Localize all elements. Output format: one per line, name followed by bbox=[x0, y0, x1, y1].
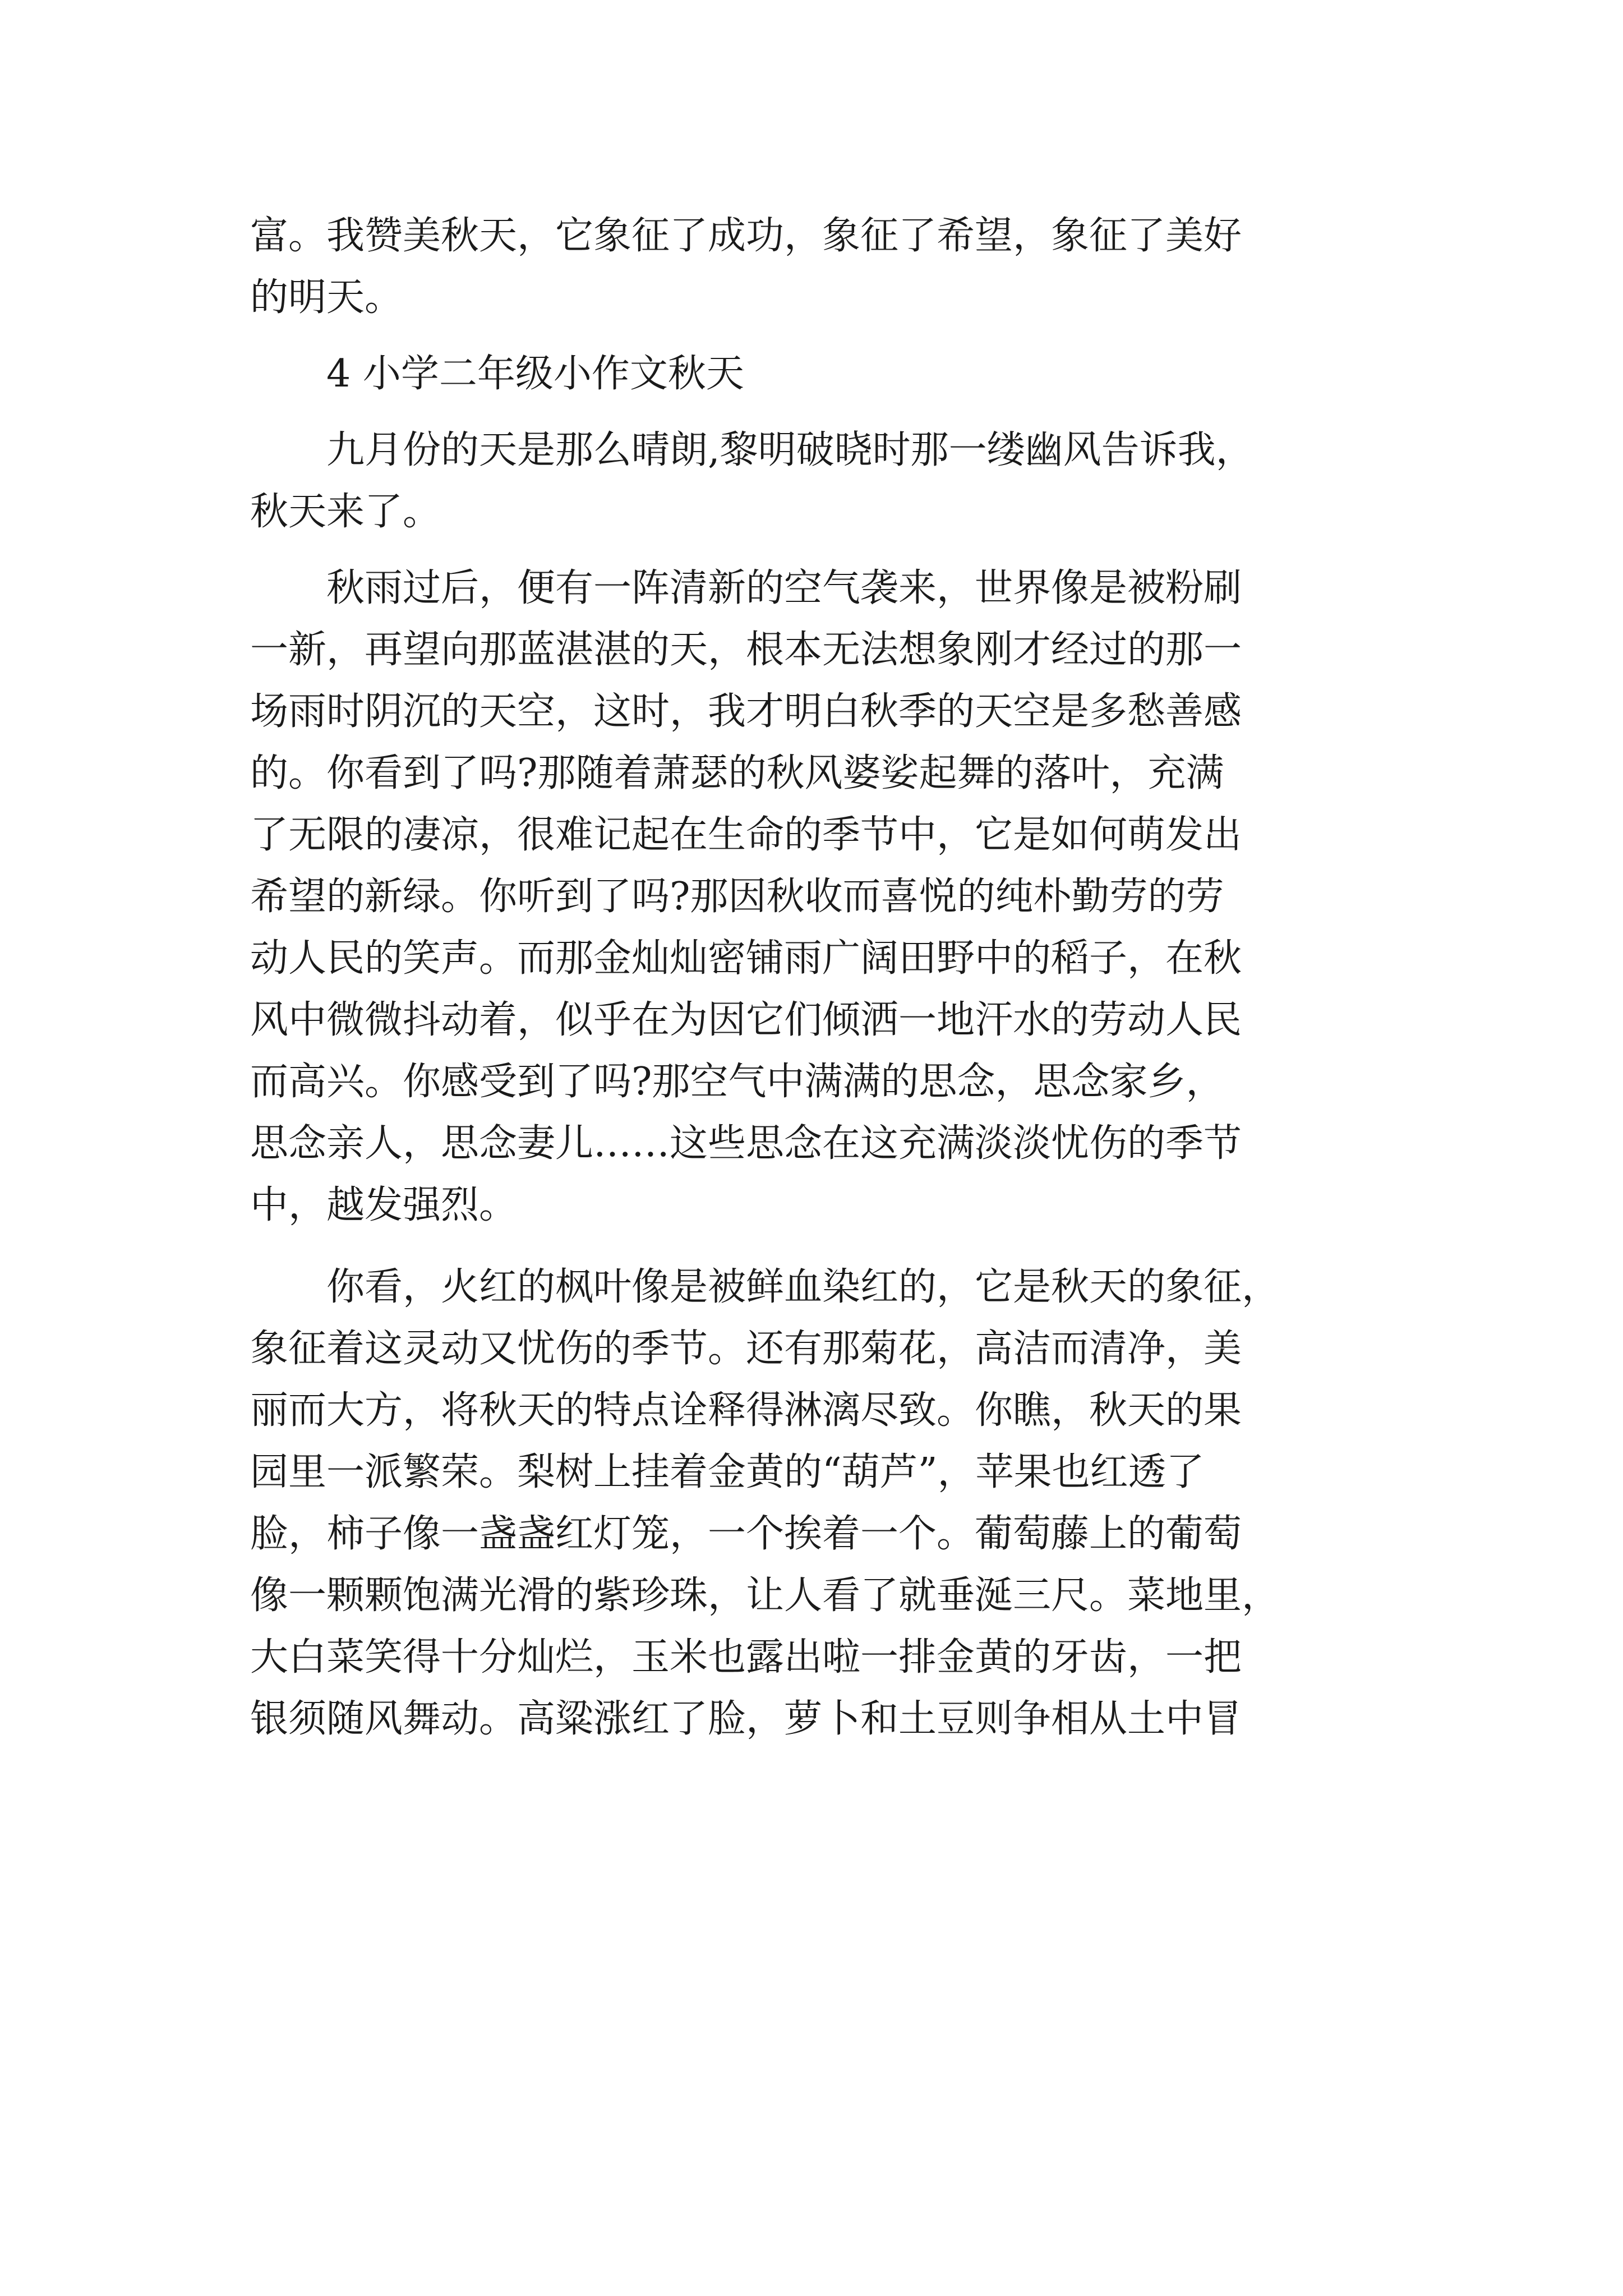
text-line: 中，越发强烈。 bbox=[250, 1183, 518, 1227]
text-line: 的明天。 bbox=[250, 275, 403, 320]
text-line: 象征着这灵动又忧伤的季节。还有那菊花，高洁而清净，美 bbox=[250, 1327, 1242, 1371]
text-line: 场雨时阴沉的天空，这时，我才明白秋季的天空是多愁善感 bbox=[250, 689, 1242, 734]
text-line: 的。你看到了吗?那随着萧瑟的秋风婆娑起舞的落叶，充满 bbox=[250, 751, 1224, 795]
text-line: 秋天来了。 bbox=[250, 490, 441, 534]
text-line: 一新，再望向那蓝湛湛的天，根本无法想象刚才经过的那一 bbox=[250, 628, 1242, 672]
text-line: 秋雨过后，便有一阵清新的空气袭来，世界像是被粉刷 bbox=[326, 566, 1242, 610]
text-line: 银须随风舞动。高粱涨红了脸，萝卜和土豆则争相从土中冒 bbox=[250, 1697, 1242, 1741]
paragraph-continuation bbox=[250, 205, 1389, 329]
text-line: 你看，火红的枫叶像是被鲜血染红的，它是秋天的象征， bbox=[326, 1265, 1280, 1309]
text-line: 大白菜笑得十分灿烂，玉米也露出啦一排金黄的牙齿，一把 bbox=[250, 1635, 1242, 1680]
heading-text: 4 小学二年级小作文秋天 bbox=[326, 352, 744, 396]
text-line: 脸，柿子像一盏盏红灯笼，一个挨着一个。葡萄藤上的葡萄 bbox=[250, 1512, 1242, 1556]
paragraph bbox=[250, 1257, 1389, 1750]
text-line: 思念亲人，思念妻儿……这些思念在这充满淡淡忧伤的季节 bbox=[250, 1121, 1242, 1166]
document-body bbox=[250, 205, 1389, 1750]
text-line: 风中微微抖动着，似乎在为因它们倾洒一地汗水的劳动人民 bbox=[250, 998, 1242, 1042]
text-line: 希望的新绿。你听到了吗?那因秋收而喜悦的纯朴勤劳的劳 bbox=[250, 875, 1224, 919]
text-line: 富。我赞美秋天，它象征了成功，象征了希望，象征了美好 bbox=[250, 214, 1242, 258]
paragraph bbox=[250, 558, 1389, 1236]
text-line: 丽而大方，将秋天的特点诠释得淋漓尽致。你瞧，秋天的果 bbox=[250, 1388, 1242, 1433]
paragraph bbox=[250, 420, 1389, 543]
text-line: 了无限的凄凉，很难记起在生命的季节中，它是如何萌发出 bbox=[250, 813, 1242, 857]
text-line: 九月份的天是那么晴朗,黎明破晓时那一缕幽风告诉我， bbox=[326, 428, 1254, 472]
text-line: 动人民的笑声。而那金灿灿密铺雨广阔田野中的稻子，在秋 bbox=[250, 936, 1242, 981]
text-line: 园里一派繁荣。梨树上挂着金黄的“葫芦”，苹果也红透了 bbox=[250, 1450, 1205, 1494]
section-heading bbox=[250, 343, 1389, 405]
text-line: 像一颗颗饱满光滑的紫珍珠，让人看了就垂涎三尺。菜地里， bbox=[250, 1573, 1280, 1618]
text-line: 而高兴。你感受到了吗?那空气中满满的思念，思念家乡， bbox=[250, 1060, 1224, 1104]
